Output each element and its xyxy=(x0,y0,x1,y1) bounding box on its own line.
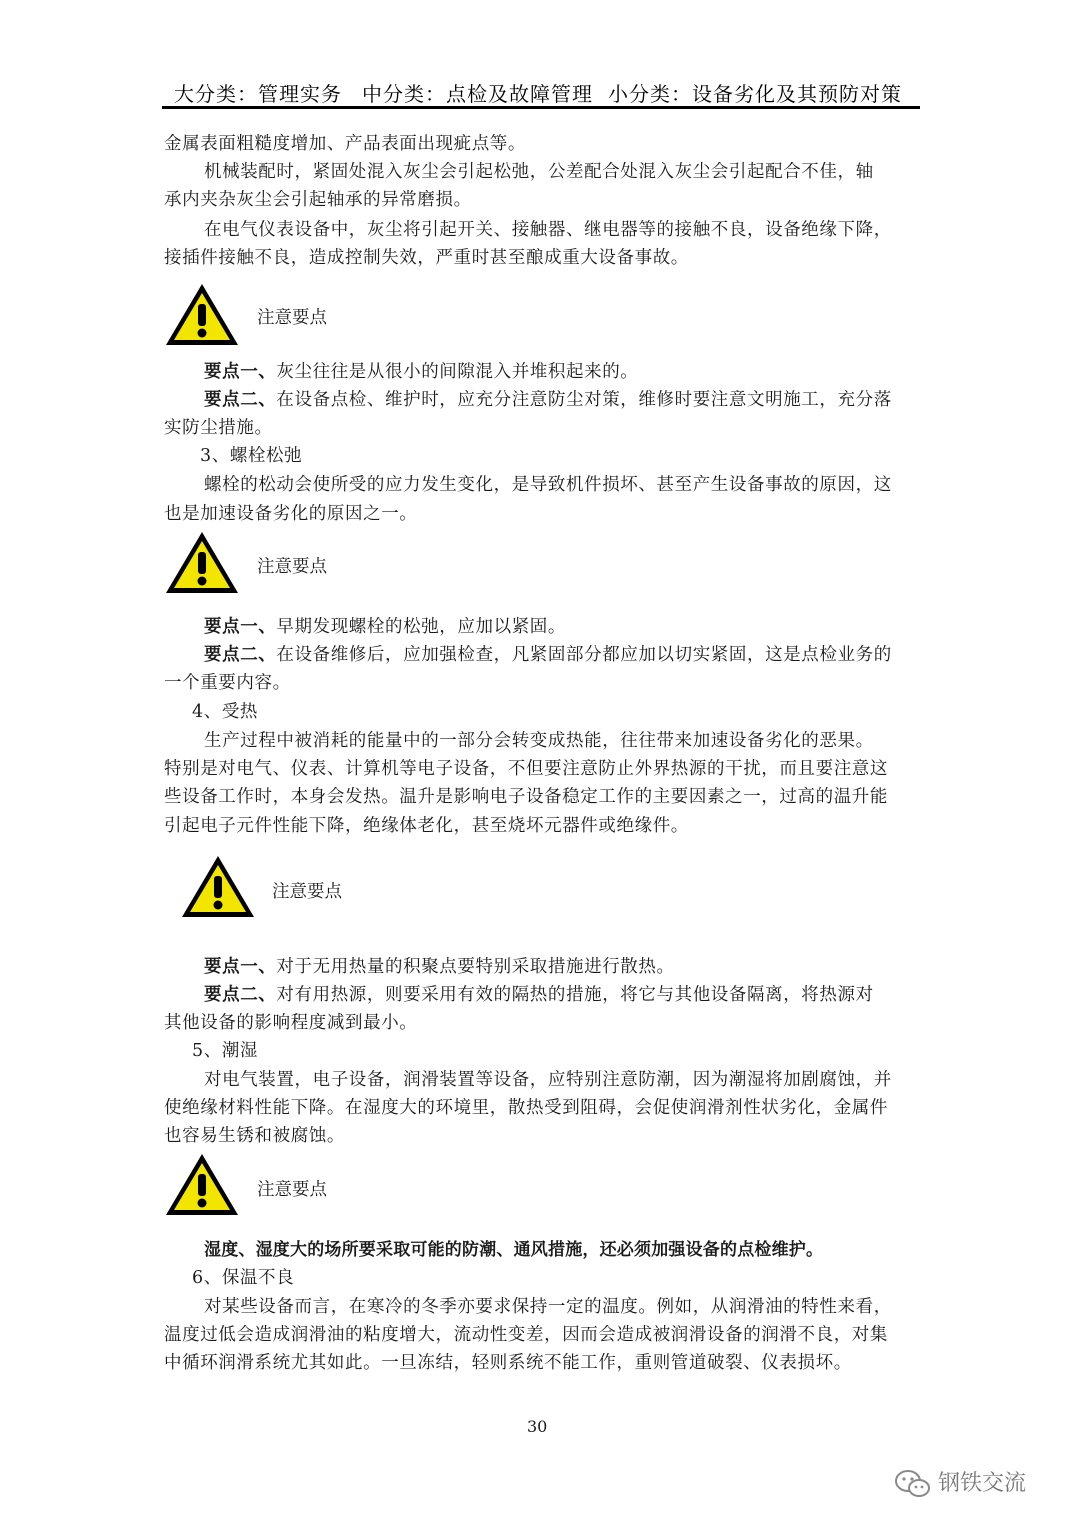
key-point-label: 要点二、 xyxy=(204,390,277,410)
warning-title: 注意要点 xyxy=(257,557,327,577)
key-point-text: 灰尘往往是从很小的间隙混入并堆积起来的。 xyxy=(276,362,639,382)
warning-triangle-icon xyxy=(179,852,257,920)
paragraph-line: 机械装配时，紧固处混入灰尘会引起松弛，公差配合处混入灰尘会引起配合不佳，轴 xyxy=(204,162,874,182)
section-heading: 4、受热 xyxy=(192,702,259,722)
warning-triangle-icon xyxy=(163,280,241,348)
paragraph-line: 接插件接触不良，造成控制失效，严重时甚至酿成重大设备事故。 xyxy=(164,248,689,268)
warning-title: 注意要点 xyxy=(272,882,342,902)
key-point-text: 对有用热源，则要采用有效的隔热的措施，将它与其他设备隔离，将热源对 xyxy=(276,985,874,1005)
key-point-text: 在设备点检、维护时，应充分注意防尘对策，维修时要注意文明施工，充分落 xyxy=(276,390,892,410)
section-heading: 5、潮湿 xyxy=(192,1041,259,1061)
key-point-label: 要点二、 xyxy=(204,645,277,665)
key-point-bold: 湿度、湿度大的场所要采取可能的防潮、通风措施，还必须加强设备的点检维护。 xyxy=(204,1240,824,1260)
wechat-icon xyxy=(894,1469,932,1499)
key-point-text: 对于无用热量的积聚点要特别采取措施进行散热。 xyxy=(276,957,675,977)
key-point xyxy=(164,953,920,982)
key-point xyxy=(164,358,920,387)
paragraph-line: 也容易生锈和被腐蚀。 xyxy=(164,1126,345,1146)
key-point-label: 要点一、 xyxy=(204,362,277,382)
paragraph-line: 中循环润滑系统尤其如此。一旦冻结，轻则系统不能工作，重则管道破裂、仪表损坏。 xyxy=(164,1353,852,1373)
key-point xyxy=(164,386,920,415)
page-number: 30 xyxy=(527,1417,548,1436)
paragraph-line: 温度过低会造成润滑油的粘度增大，流动性变差，因而会造成被润滑设备的润滑不良，对集 xyxy=(164,1325,888,1345)
paragraph-line: 使绝缘材料性能下降。在湿度大的环境里，散热受到阻碍，会促使润滑剂性状劣化，金属件 xyxy=(164,1098,888,1118)
paragraph-line: 对电气装置，电子设备，润滑装置等设备，应特别注意防潮，因为潮湿将加剧腐蚀，并 xyxy=(204,1070,892,1090)
warning-triangle-icon xyxy=(163,1150,241,1218)
page-header xyxy=(162,76,920,109)
watermark-text: 钢铁交流 xyxy=(938,1471,1027,1496)
header-mid-category: 中分类：点检及故障管理 xyxy=(362,82,593,106)
header-minor-category: 小分类：设备劣化及其预防对策 xyxy=(608,82,902,106)
key-point xyxy=(164,981,920,1010)
paragraph-line: 特别是对电气、仪表、计算机等电子设备，不但要注意防止外界热源的干扰，而且要注意这 xyxy=(164,759,888,779)
section-heading: 6、保温不良 xyxy=(192,1268,295,1288)
paragraph-line: 引起电子元件性能下降，绝缘体老化，甚至烧坏元器件或绝缘件。 xyxy=(164,816,689,836)
warning-title: 注意要点 xyxy=(257,308,327,328)
paragraph-line: 承内夹杂灰尘会引起轴承的异常磨损。 xyxy=(164,190,472,210)
paragraph-line: 对某些设备而言，在寒冷的冬季亦要求保持一定的温度。例如，从润滑油的特性来看， xyxy=(204,1297,892,1317)
warning-triangle-icon xyxy=(163,528,241,596)
key-point-text: 早期发现螺栓的松弛，应加以紧固。 xyxy=(276,617,567,637)
watermark xyxy=(894,1466,1026,1499)
paragraph-line: 些设备工作时，本身会发热。温升是影响电子设备稳定工作的主要因素之一，过高的温升能 xyxy=(164,787,888,807)
paragraph-line: 金属表面粗糙度增加、产品表面出现疵点等。 xyxy=(164,134,526,154)
paragraph-line: 实防尘措施。 xyxy=(164,418,273,438)
key-point-label: 要点一、 xyxy=(204,617,277,637)
header-major-category: 大分类：管理实务 xyxy=(174,82,342,106)
key-point-label: 要点二、 xyxy=(204,985,277,1005)
key-point xyxy=(164,641,920,670)
section-heading: 3、螺栓松弛 xyxy=(200,446,303,466)
paragraph-line: 也是加速设备劣化的原因之一。 xyxy=(164,504,418,524)
paragraph-line: 其他设备的影响程度减到最小。 xyxy=(164,1013,418,1033)
paragraph-line: 一个重要内容。 xyxy=(164,673,291,693)
paragraph-line: 在电气仪表设备中，灰尘将引起开关、接触器、继电器等的接触不良，设备绝缘下降， xyxy=(204,220,892,240)
warning-title: 注意要点 xyxy=(257,1180,327,1200)
key-point-text: 在设备维修后，应加强检查，凡紧固部分都应加以切实紧固，这是点检业务的 xyxy=(276,645,892,665)
paragraph-line: 螺栓的松动会使所受的应力发生变化，是导致机件损坏、甚至产生设备事故的原因，这 xyxy=(204,475,892,495)
paragraph-line: 生产过程中被消耗的能量中的一部分会转变成热能，往往带来加速设备劣化的恶果。 xyxy=(204,731,874,751)
key-point-label: 要点一、 xyxy=(204,957,277,977)
key-point xyxy=(164,613,920,642)
